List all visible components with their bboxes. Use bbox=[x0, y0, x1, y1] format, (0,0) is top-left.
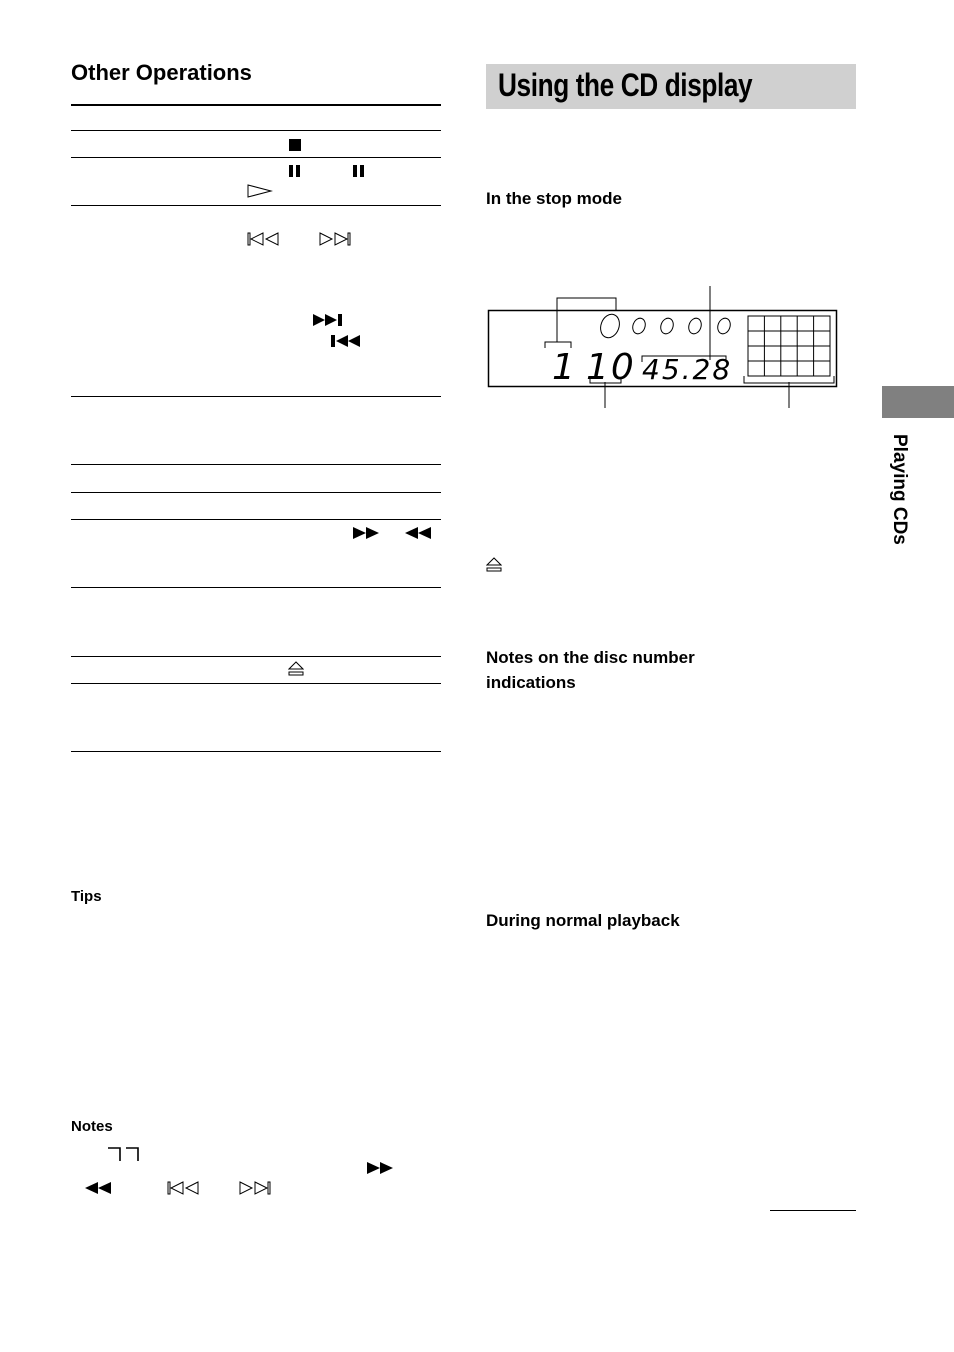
table-rule bbox=[71, 519, 441, 520]
table-bottom-rule bbox=[71, 751, 441, 752]
table-rule bbox=[71, 683, 441, 684]
chapter-tab-label: Playing CDs bbox=[889, 434, 910, 545]
prev-track-icon bbox=[247, 232, 281, 246]
pause-icon bbox=[288, 165, 302, 177]
subheading-stop-mode: In the stop mode bbox=[486, 189, 622, 208]
prev-track-icon bbox=[167, 1181, 201, 1195]
prev-track-icon bbox=[330, 334, 362, 348]
subheading-disc-number-notes: Notes on the disc number indications bbox=[486, 648, 695, 692]
next-track-icon bbox=[312, 313, 344, 327]
stop-icon bbox=[288, 138, 302, 152]
music-calendar-bracket bbox=[744, 376, 834, 383]
table-rule bbox=[71, 130, 441, 131]
disc-indicator-1 bbox=[597, 312, 622, 341]
eject-icon bbox=[486, 557, 502, 573]
pause-icon bbox=[352, 165, 366, 177]
fast-forward-icon bbox=[352, 526, 382, 540]
table-rule bbox=[71, 587, 441, 588]
table-rule bbox=[71, 205, 441, 206]
play-icon bbox=[247, 184, 273, 198]
chapter-tab-marker bbox=[882, 386, 954, 418]
tips-heading: Tips bbox=[71, 888, 102, 905]
music-calendar-grid bbox=[748, 316, 830, 376]
table-rule bbox=[71, 492, 441, 493]
table-rule bbox=[71, 396, 441, 397]
display-track-count: 10 bbox=[586, 347, 636, 388]
callout-bracket bbox=[557, 298, 616, 310]
rewind-icon bbox=[83, 1181, 113, 1195]
table-rule bbox=[71, 464, 441, 465]
table-top-rule bbox=[71, 104, 441, 106]
disc-indicator-5 bbox=[716, 316, 733, 335]
table-rule bbox=[71, 656, 441, 657]
cd-display-illustration bbox=[480, 282, 850, 412]
section-title-other-operations: Other Operations bbox=[71, 60, 252, 85]
disc-indicator-4 bbox=[687, 316, 704, 335]
next-track-icon bbox=[318, 232, 352, 246]
rewind-icon bbox=[403, 526, 433, 540]
display-total-time: 45.28 bbox=[642, 353, 733, 386]
disc-indicator-3 bbox=[659, 316, 676, 335]
section-title-cd-display: Using the CD display bbox=[498, 67, 753, 103]
table-rule bbox=[71, 157, 441, 158]
display-segment-icon bbox=[106, 1145, 142, 1163]
subheading-normal-playback: During normal playback bbox=[486, 911, 680, 930]
fast-forward-icon bbox=[366, 1161, 396, 1175]
disc-indicator-2 bbox=[631, 316, 648, 335]
next-track-icon bbox=[238, 1181, 272, 1195]
notes-heading: Notes bbox=[71, 1118, 113, 1135]
display-disc-number: 1 bbox=[552, 347, 575, 388]
eject-icon bbox=[288, 661, 304, 677]
continued-rule bbox=[770, 1210, 856, 1211]
